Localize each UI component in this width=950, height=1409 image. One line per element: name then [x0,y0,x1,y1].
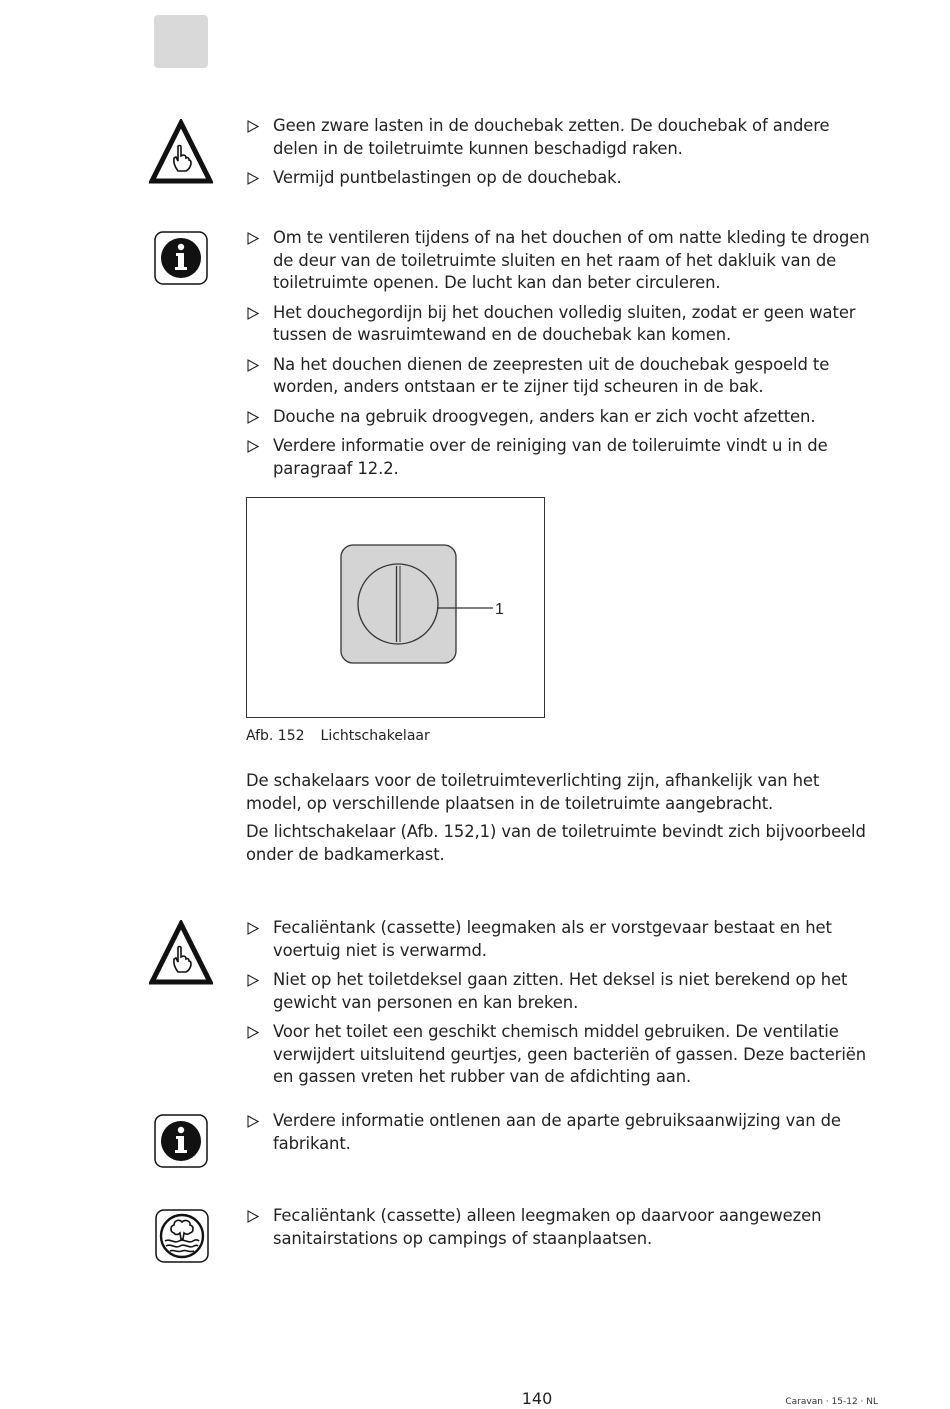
info-list-2 [246,1110,876,1162]
page-number: 140 [521,1389,553,1408]
warning-hand-icon [149,920,213,985]
list-item: Vermijd puntbelastingen op de douchebak. [246,167,876,190]
list-item: Fecaliëntank (cassette) leegmaken als er vorstgevaar bestaat en het voertuig niet is verwarmd. [246,917,876,962]
callout-label: 1 [495,601,504,618]
info-list-1 [246,227,876,487]
list-item: Na het douchen dienen de zeepresten uit de douchebak gespoeld te worden, anders ontstaan er te zijner tijd scheuren in de bak. [246,354,876,399]
caption-number: Afb. 152 [246,728,305,744]
environment-list [246,1205,876,1257]
list-item: Het douchegordijn bij het douchen volledig sluiten, zodat er geen water tussen de wasruimtewand en de douchebak kan komen. [246,302,876,347]
warning-list-2 [246,917,876,1096]
list-item: Voor het toilet een geschikt chemisch middel gebruiken. De ventilatie verwijdert uitsluitend geurtjes, geen bacteriën of gassen. Deze bacteriën en gassen vreten het rubber van de afdichting aan. [246,1021,876,1089]
info-icon [154,231,208,285]
list-item: Douche na gebruik droogvegen, anders kan er zich vocht afzetten. [246,406,876,429]
list-item: Geen zware lasten in de douchebak zetten. De douchebak of andere delen in de toiletruimte kunnen beschadigd raken. [246,115,876,160]
warning-hand-icon [149,119,213,184]
switch-rocker [358,564,438,644]
warning-list-1 [246,115,876,197]
list-item: Niet op het toiletdeksel gaan zitten. Het deksel is niet berekend op het gewicht van personen en kan breken. [246,969,876,1014]
chapter-tab-marker [154,15,208,68]
environment-icon [155,1209,209,1263]
list-item: Fecaliëntank (cassette) alleen leegmaken op daarvoor aangewezen sanitairstations op campings of staanplaatsen. [246,1205,876,1250]
caption-title: Lichtschakelaar [320,728,430,744]
body-paragraph-1: De schakelaars voor de toiletruimteverlichting zijn, afhankelijk van het model, op verschillende plaatsen in de toiletruimte aangebracht. [246,771,820,813]
light-switch-figure [246,497,545,718]
list-item: Verdere informatie over de reiniging van de toileruimte vindt u in de paragraaf 12.2. [246,435,876,480]
list-item: Om te ventileren tijdens of na het douchen of om natte kleding te drogen de deur van de toiletruimte sluiten en het raam of het dakluik van de toiletruimte openen. De lucht kan dan beter circuleren. [246,227,876,295]
body-paragraph-2: De lichtschakelaar (Afb. 152,1) van de toiletruimte bevindt zich bijvoorbeeld onder de badkamerkast. [246,822,866,864]
list-item: Verdere informatie ontlenen aan de aparte gebruiksaanwijzing van de fabrikant. [246,1110,876,1155]
footer-doc-ref: Caravan · 15-12 · NL [785,1397,878,1407]
figure-caption [246,726,430,746]
info-icon [154,1114,208,1168]
